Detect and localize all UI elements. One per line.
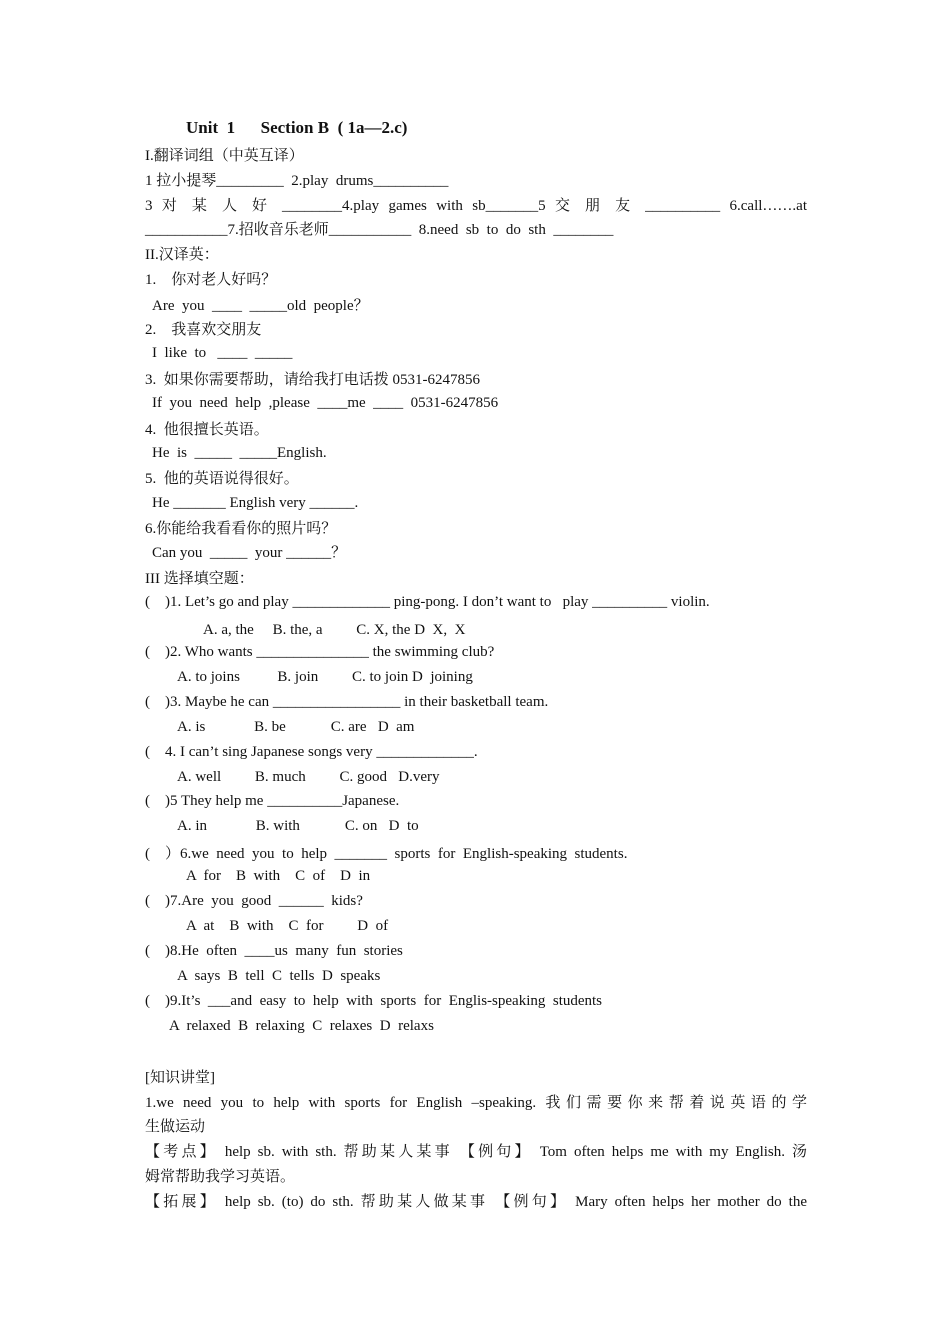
s3-options-1: A. a, the B. the, a C. X, the D X, X	[203, 622, 466, 638]
s2-item-3-cn: 3. 如果你需要帮助，请给我打电话拨 0531-6247856	[145, 372, 480, 388]
s3-question-9: ( )9.It’s ___and easy to help with sports for Englis-speaking students	[145, 993, 603, 1009]
knowledge-line-5: 【拓展】 help sb. (to) do sth. 帮助某人做某事 【例句】 Mary often helps her mother do the	[145, 1194, 807, 1210]
s2-item-6-cn: 6.你能给我看看你的照片吗？	[145, 521, 337, 537]
knowledge-line-3: 【考点】 help sb. with sth. 帮助某人某事 【例句】 Tom often helps me with my English. 汤	[145, 1144, 807, 1160]
s2-item-5-en: He _______ English very ______.	[152, 495, 359, 511]
s3-options-8: A says B tell C tells D speaks	[177, 968, 381, 984]
s3-options-2: A. to joins B. join C. to join D joining	[177, 669, 473, 685]
section-1-line-2: 3 对 某 人 好 ________4.play games with sb_______5 交 朋 友 __________ 6.call…….at	[145, 198, 807, 214]
s3-question-6: ( ）6.we need you to help _______ sports for English-speaking students.	[145, 846, 628, 862]
knowledge-line-1: 1.we need you to help with sports for English –speaking. 我们需要你来帮着说英语的学	[145, 1095, 807, 1111]
s3-options-4: A. well B. much C. good D.very	[177, 769, 440, 785]
s3-question-8: ( )8.He often ____us many fun stories	[145, 943, 403, 959]
s2-item-2-cn: 2. 我喜欢交朋友	[145, 322, 262, 338]
s2-item-4-cn: 4. 他很擅长英语。	[145, 422, 269, 438]
s3-question-4: ( 4. I can’t sing Japanese songs very _____________.	[145, 744, 478, 760]
section-1-line-1: 1 拉小提琴_________ 2.play drums__________	[145, 173, 449, 189]
s3-question-7: ( )7.Are you good ______ kids?	[145, 893, 363, 909]
section-3-heading: III 选择填空题：	[145, 571, 254, 587]
knowledge-heading: [知识讲堂]	[145, 1070, 215, 1086]
s3-options-9: A relaxed B relaxing C relaxes D relaxs	[169, 1018, 434, 1034]
s3-options-5: A. in B. with C. on D to	[177, 818, 419, 834]
s2-item-4-en: He is _____ _____English.	[152, 445, 327, 461]
s3-options-7: A at B with C for D of	[186, 918, 389, 934]
section-2-heading: II.汉译英：	[145, 247, 219, 263]
s2-item-5-cn: 5. 他的英语说得很好。	[145, 471, 299, 487]
s2-item-6-en: Can you _____ your ______？	[152, 545, 347, 561]
s3-question-1: ( )1. Let’s go and play _____________ ping-pong. I don’t want to play __________ violin.	[145, 594, 710, 610]
s2-item-3-en: If you need help ,please ____me ____ 0531-6247856	[152, 395, 499, 411]
section-1-heading: I.翻译词组（中英互译）	[145, 148, 304, 164]
s3-question-2: ( )2. Who wants _______________ the swimming club?	[145, 644, 495, 660]
page-title: Unit 1 Section B ( 1a—2.c)	[186, 118, 408, 137]
s3-options-6: A for B with C of D in	[186, 868, 371, 884]
section-1-line-3: ___________7.招收音乐老师___________ 8.need sb to do sth ________	[145, 222, 614, 238]
s3-options-3: A. is B. be C. are D am	[177, 719, 415, 735]
knowledge-line-4: 姆常帮助我学习英语。	[145, 1169, 296, 1185]
s3-question-5: ( )5 They help me __________Japanese.	[145, 793, 400, 809]
s2-item-2-en: I like to ____ _____	[152, 345, 293, 361]
s2-item-1-en: Are you ____ _____old people？	[152, 298, 369, 314]
knowledge-line-2: 生做运动	[145, 1119, 206, 1135]
s3-question-3: ( )3. Maybe he can _________________ in their basketball team.	[145, 694, 549, 710]
s2-item-1-cn: 1. 你对老人好吗？	[145, 272, 277, 288]
